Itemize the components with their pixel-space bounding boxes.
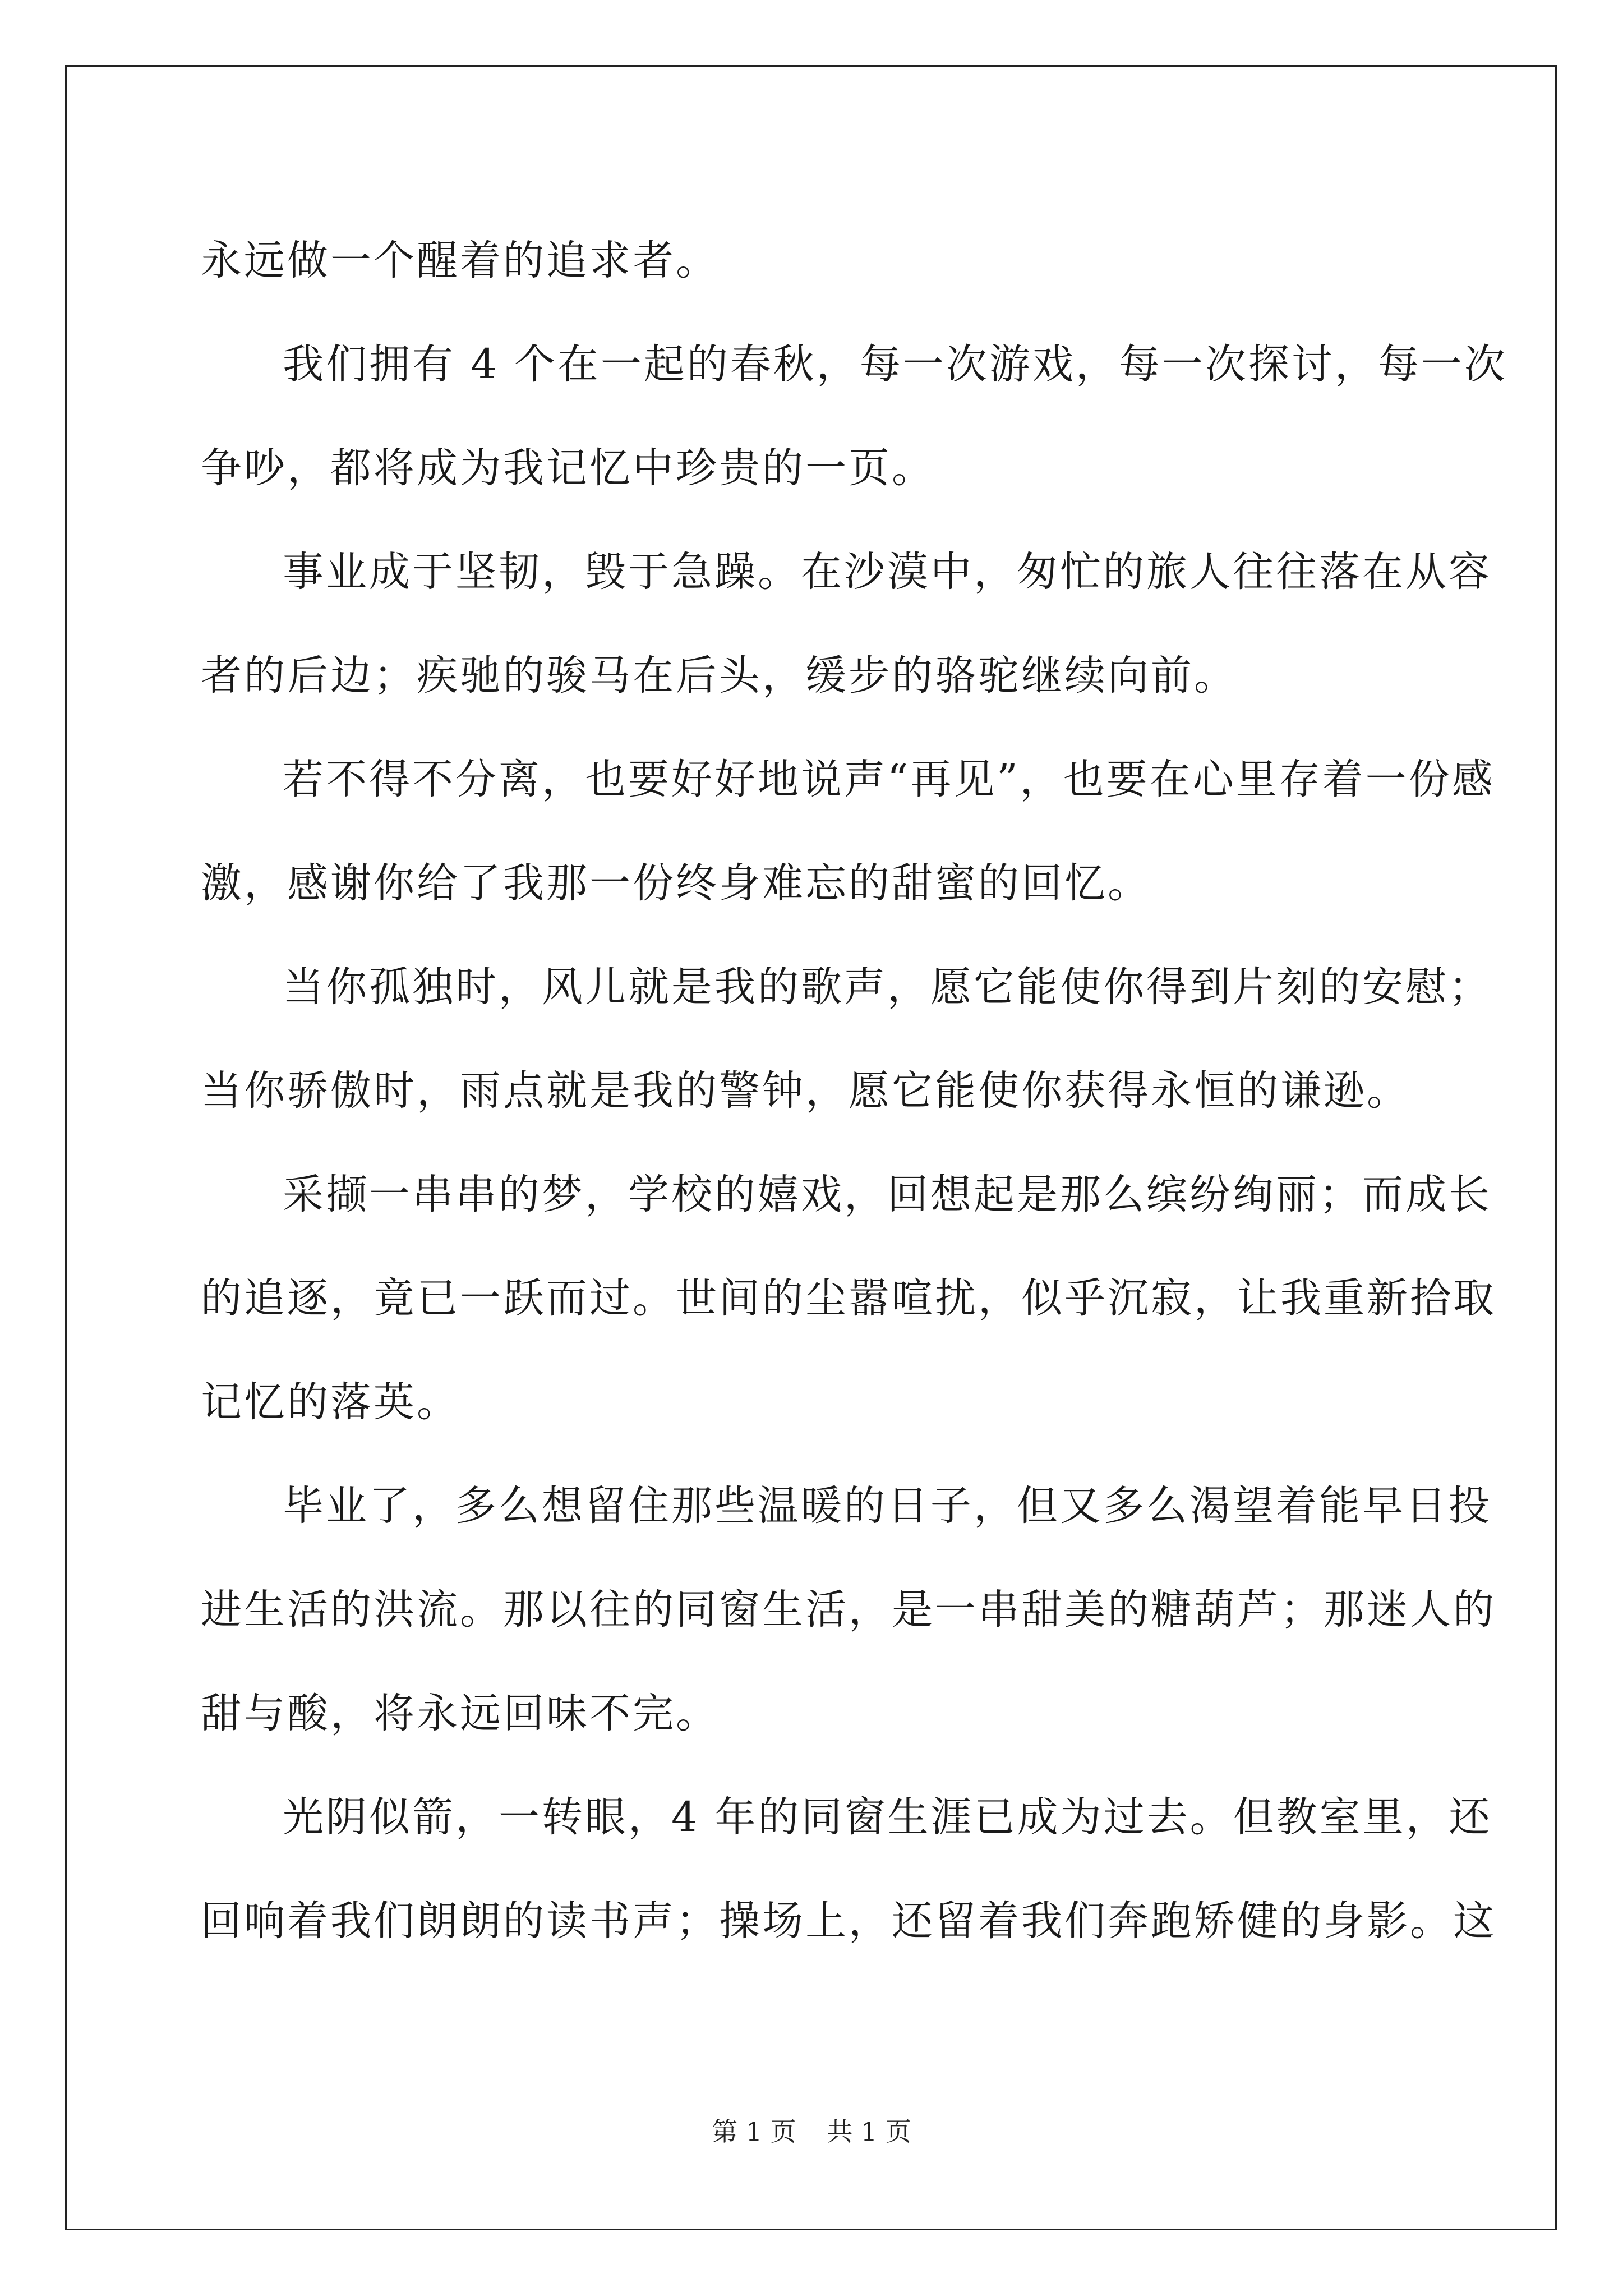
text-line-13: 毕业了，多么想留住那些温暖的日子，但又多么渴望着能早日投 (283, 1482, 1492, 1530)
text-line-4: 事业成于坚韧，毁于急躁。在沙漠中，匆忙的旅人往往落在从容 (283, 548, 1492, 596)
text-line-17: 回响着我们朗朗的读书声；操场上，还留着我们奔跑矫健的身影。这 (201, 1897, 1496, 1945)
text-line-14: 进生活的洪流。那以往的同窗生活，是一串甜美的糖葫芦；那迷人的 (201, 1586, 1496, 1634)
text-line-8: 当你孤独时，风儿就是我的歌声，愿它能使你得到片刻的安慰； (283, 963, 1492, 1011)
text-line-3: 争吵，都将成为我记忆中珍贵的一页。 (201, 444, 935, 492)
text-line-7: 激，感谢你给了我那一份终身难忘的甜蜜的回忆。 (201, 859, 1151, 907)
page-number-total: 共 1 页 (827, 2116, 911, 2147)
text-line-6: 若不得不分离，也要好好地说声“再见”，也要在心里存着一份感 (283, 756, 1495, 803)
text-line-1: 永远做一个醒着的追求者。 (201, 237, 719, 284)
page-number-current: 第 1 页 (712, 2116, 796, 2147)
document-body (201, 209, 1507, 1973)
text-line-12: 记忆的落英。 (201, 1378, 460, 1426)
text-line-10: 采撷一串串的梦，学校的嬉戏，回想起是那么缤纷绚丽；而成长 (283, 1171, 1492, 1218)
text-line-16: 光阴似箭，一转眼，4 年的同窗生涯已成为过去。但教室里，还 (283, 1793, 1492, 1841)
text-line-15: 甜与酸，将永远回味不完。 (201, 1690, 719, 1737)
text-line-2: 我们拥有 4 个在一起的春秋，每一次游戏，每一次探讨，每一次 (283, 341, 1507, 388)
text-line-5: 者的后边；疾驰的骏马在后头，缓步的骆驼继续向前。 (201, 652, 1237, 700)
page-footer (0, 2115, 1623, 2148)
text-line-11: 的追逐，竟已一跃而过。世间的尘嚣喧扰，似乎沉寂，让我重新拾取 (201, 1274, 1496, 1322)
text-line-9: 当你骄傲时，雨点就是我的警钟，愿它能使你获得永恒的谦逊。 (201, 1067, 1410, 1115)
